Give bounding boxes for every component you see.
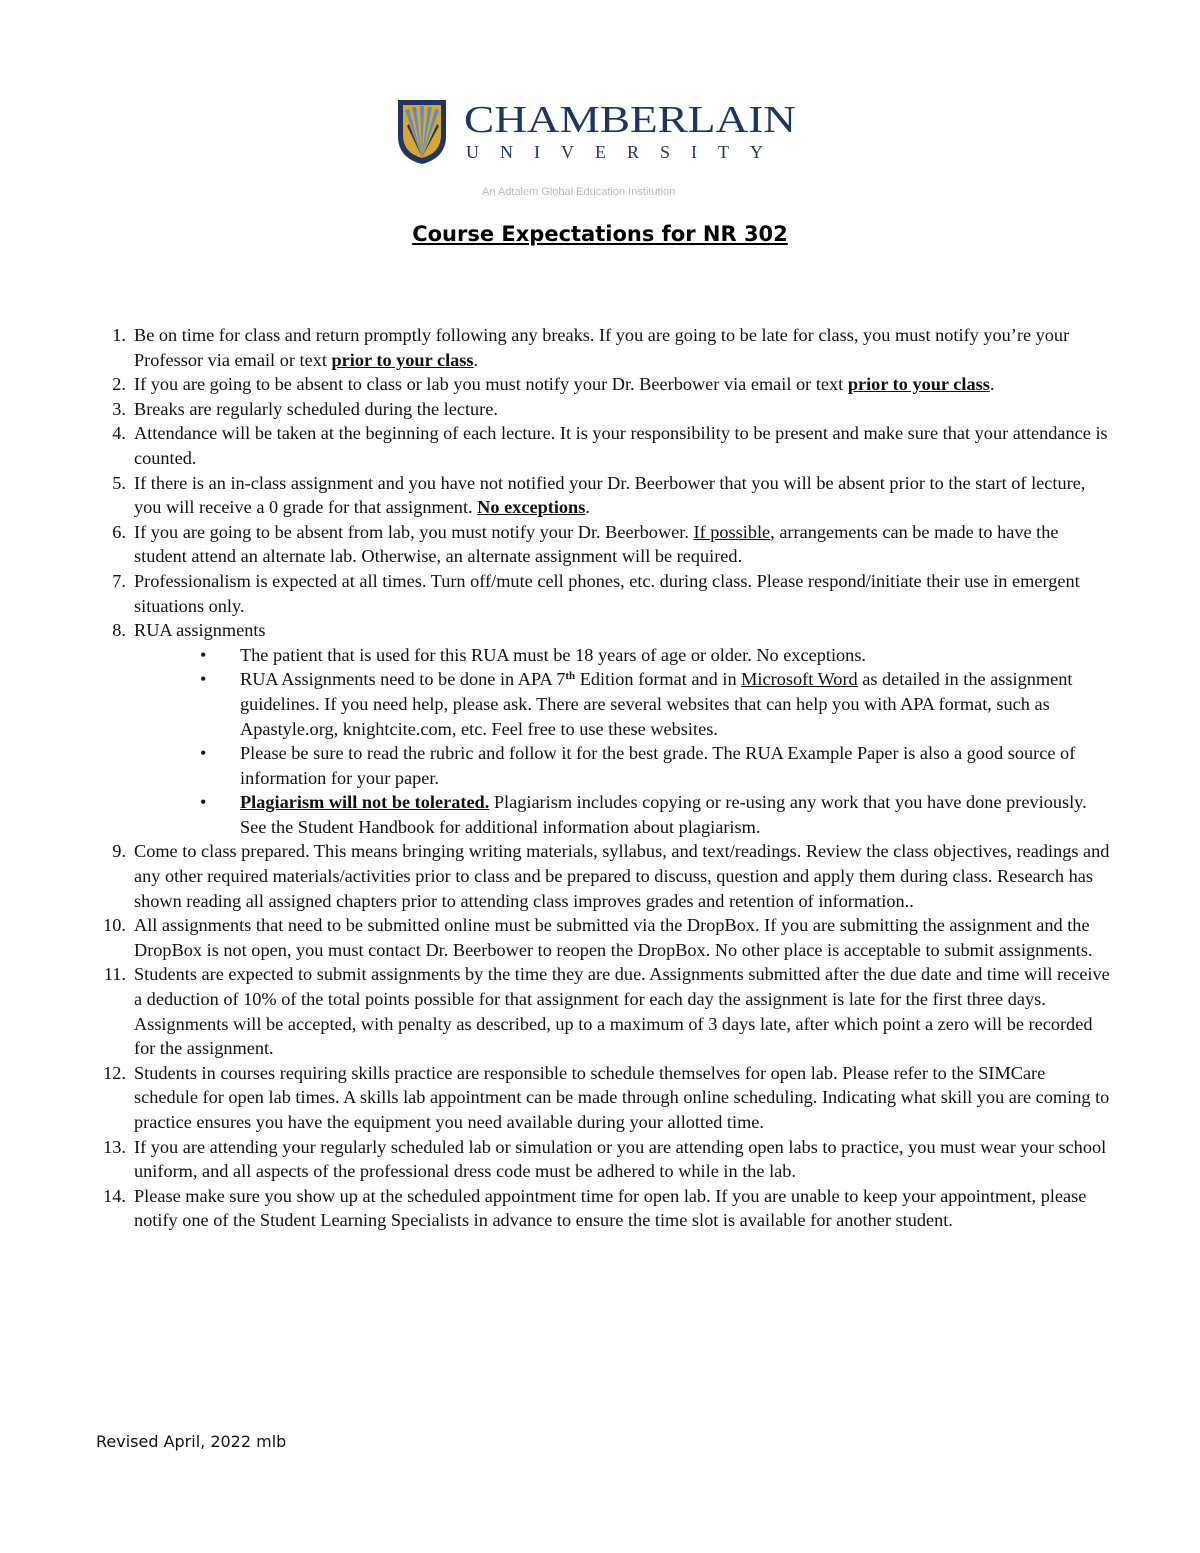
item-number: 1.: [112, 325, 126, 345]
chamberlain-logo: [396, 96, 798, 202]
list-item: [96, 421, 1112, 470]
list-item: 5. If there is an in-class assignment and you have not notified your Dr. Beerbower that you will be absent prior to the start of lecture, you will receive a 0 grade for that assignment. No exceptions.: [96, 471, 1112, 520]
bullet-icon: •: [200, 743, 207, 764]
item-text: If you are attending your regularly scheduled lab or simulation or you are attending open labs to practice, you must wear your school uniform, and all aspects of the professional dress code must be adhered to while in the lab.: [134, 1136, 1107, 1182]
list-item: [96, 913, 1112, 962]
bullet-item: • Plagiarism will not be tolerated. Plagiarism includes copying or re-using any work that you have done previously. See the Student Handbook for additional information about plagiarism.: [200, 792, 1087, 837]
list-item: 6. If you are going to be absent from lab, you must notify your Dr. Beerbower. If possible, arrangements can be made to have the student attend an alternate lab. Otherwise, an alternate assignment will be required.: [96, 520, 1112, 569]
item-text: Students in courses requiring skills practice are responsible to schedule themselves for open lab. Please refer to the SIMCare schedule for open lab times. A skills lab appointment can be made through online scheduling. Indicating what skill you are coming to practice ensures you have the equipment you need available during your allotted time.: [134, 1062, 1110, 1132]
item-number: 9.: [112, 841, 126, 862]
list-item: [96, 618, 1112, 643]
item-number: 5.: [112, 472, 126, 493]
bullet-text: The patient that is used for this RUA must be 18 years of age or older. No exceptions.: [240, 644, 866, 665]
emphasis: No exceptions: [477, 497, 586, 518]
bullet-icon: •: [200, 669, 207, 690]
emphasis: Plagiarism will not be tolerated.: [240, 792, 490, 813]
revision-footer: Revised April, 2022 mlb: [96, 1432, 287, 1451]
item-text: Please make sure you show up at the scheduled appointment time for open lab. If you are unable to keep your appointment, please notify one of the Student Learning Specialists in advance to ensure the time slot is available for another student.: [134, 1185, 1087, 1231]
item-number: 10.: [103, 915, 126, 936]
item-number: 14.: [103, 1185, 126, 1206]
superscript: th: [565, 670, 576, 683]
list-item: [96, 962, 1112, 1060]
item-text: All assignments that need to be submitted online must be submitted via the DropBox. If you are submitting the assignment and the DropBox is not open, you must contact Dr. Beerbower to reopen the DropBox. No other place is acceptable to submit assignments.: [134, 915, 1093, 960]
item-text: RUA assignments: [134, 620, 266, 641]
bullet-item: [96, 643, 1112, 668]
list-item: 2. If you are going to be absent to class or lab you must notify your Dr. Beerbower via email or text prior to your class.: [96, 372, 1112, 397]
page-title: Course Expectations for NR 302: [412, 222, 788, 246]
item-text: Students are expected to submit assignments by the time they are due. Assignments submitted after the due date and time will receive a deduction of 10% of the total points possible for that assignment for each day the assignment is late for the first three days. Assignments will be accepted, with penalty as described, up to a maximum of 3 days late, after which point a zero will be recorded for the assignment.: [134, 964, 1110, 1059]
item-number: 4.: [112, 423, 126, 444]
list-item: [96, 1135, 1112, 1184]
item-number: 6.: [112, 521, 126, 542]
bullet-icon: •: [200, 792, 207, 813]
bullet-text: Please be sure to read the rubric and follow it for the best grade. The RUA Example Paper is also a good source of information for your paper.: [240, 743, 1076, 788]
item-number: 7.: [112, 570, 126, 591]
list-item: [96, 1184, 1112, 1233]
item-text: Professionalism is expected at all times. Turn off/mute cell phones, etc. during class. Please respond/initiate their use in emergent situations only.: [134, 570, 1080, 616]
list-item: 1. Be on time for class and return promptly following any breaks. If you are going to be late for class, you must notify you’re your Professor via email or text prior to your class.: [96, 323, 1112, 372]
list-item: [96, 397, 1112, 422]
emphasis: prior to your class: [331, 349, 474, 370]
list-item: [96, 1061, 1112, 1135]
expectations-list: [96, 323, 1112, 1233]
item-text: Attendance will be taken at the beginning of each lecture. It is your responsibility to be present and make sure that your attendance is counted.: [134, 423, 1108, 468]
bullet-item: • RUA Assignments need to be done in APA 7th Edition format and in Microsoft Word as detailed in the assignment guidelines. If you need help, please ask. There are several websites that can help you with APA format, such as Apastyle.org, knightcite.com, etc. Feel free to use these websites.: [200, 669, 1073, 739]
logo-university: UNIVERSITY: [466, 142, 784, 162]
emphasis: prior to your class: [847, 374, 990, 395]
item-number: 3.: [112, 398, 126, 419]
item-number: 11.: [103, 964, 126, 985]
item-number: 8.: [112, 620, 126, 641]
item-text: Breaks are regularly scheduled during the lecture.: [134, 398, 498, 419]
list-item: [96, 839, 1112, 913]
list-item: [96, 569, 1112, 618]
logo-tagline: An Adtalem Global Education Institution: [482, 186, 676, 198]
item-number: 13.: [103, 1136, 126, 1157]
logo-name: CHAMBERLAIN: [464, 99, 796, 141]
item-number: 2.: [112, 374, 126, 395]
item-number: 12.: [103, 1062, 126, 1083]
item-text: Come to class prepared. This means bringing writing materials, syllabus, and text/readings. Review the class objectives, readings and any other required materials/activities prior to class and be prepared to discuss, question and apply them during class. Research has shown reading all assigned chapters prior to attending class improves grades and retention of information..: [134, 841, 1110, 911]
emphasis: Microsoft Word: [741, 669, 858, 690]
bullet-item: [96, 741, 1112, 790]
emphasis: If possible: [693, 521, 771, 542]
bullet-icon: •: [200, 644, 207, 665]
